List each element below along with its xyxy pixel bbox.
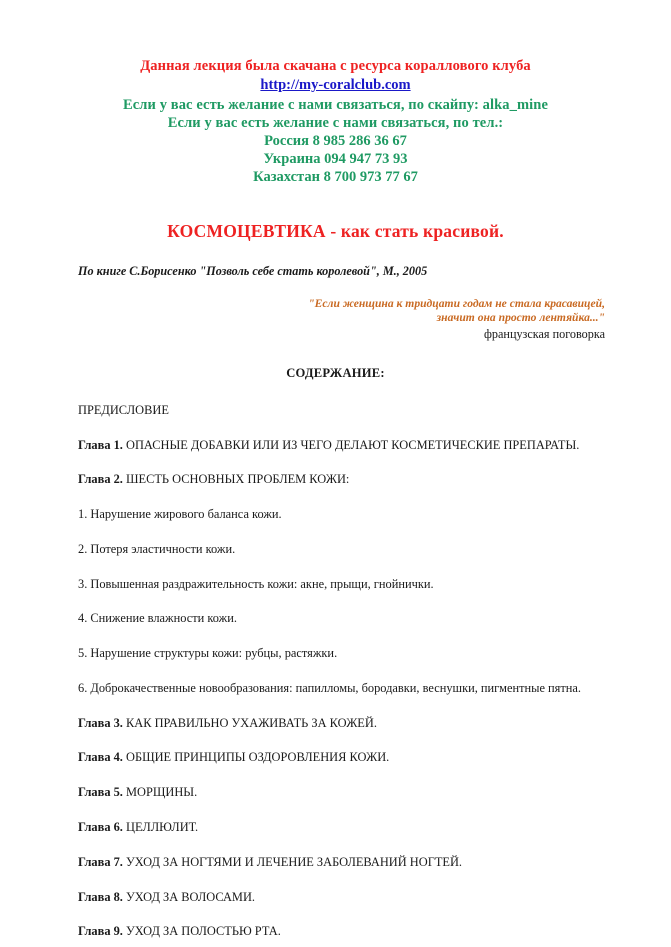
toc-list-item[interactable] bbox=[78, 611, 671, 625]
promo-skype-line: Если у вас есть желание с нами связаться, по скайпу: alka_mine bbox=[122, 96, 548, 113]
toc-list-item[interactable] bbox=[78, 403, 671, 417]
promo-phone-intro: Если у вас есть желание с нами связаться, по тел.: bbox=[167, 115, 504, 132]
toc-item-text: 2. Потеря эластичности кожи. bbox=[78, 541, 236, 556]
toc-chapter-item[interactable] bbox=[78, 750, 671, 764]
epigraph-block bbox=[0, 297, 605, 343]
toc-item-text: 6. Доброкачественные новообразования: папилломы, бородавки, веснушки, пигментные пятна. bbox=[78, 680, 582, 695]
toc-chapter-label: Глава 4. bbox=[78, 750, 123, 765]
toc-chapter-label: Глава 1. bbox=[78, 437, 123, 452]
promo-phone-kazakhstan: Казахстан 8 700 973 77 67 bbox=[253, 169, 418, 186]
toc-item-text: ОПАСНЫЕ ДОБАВКИ ИЛИ ИЗ ЧЕГО ДЕЛАЮТ КОСМЕТИЧЕСКИЕ ПРЕПАРАТЫ. bbox=[122, 437, 580, 452]
toc-item-text: ШЕСТЬ ОСНОВНЫХ ПРОБЛЕМ КОЖИ: bbox=[122, 472, 350, 487]
toc-item-text: ПРЕДИСЛОВИЕ bbox=[78, 402, 169, 417]
toc-list-item[interactable] bbox=[78, 577, 671, 591]
toc-item-text: 4. Снижение влажности кожи. bbox=[78, 611, 237, 626]
promo-phone-ukraine: Украина 094 947 73 93 bbox=[263, 151, 408, 168]
toc-chapter-label: Глава 2. bbox=[78, 472, 123, 487]
toc-item-text: ЦЕЛЛЮЛИТ. bbox=[122, 819, 199, 834]
table-of-contents bbox=[0, 381, 671, 939]
toc-item-text: УХОД ЗА НОГТЯМИ И ЛЕЧЕНИЕ ЗАБОЛЕВАНИЙ НОГТЕЙ. bbox=[122, 854, 463, 869]
toc-chapter-item[interactable] bbox=[78, 785, 671, 799]
toc-item-text: УХОД ЗА ПОЛОСТЬЮ РТА. bbox=[122, 924, 281, 939]
toc-item-text: УХОД ЗА ВОЛОСАМИ. bbox=[122, 889, 256, 904]
toc-chapter-label: Глава 5. bbox=[78, 785, 123, 800]
toc-list-item[interactable] bbox=[78, 646, 671, 660]
toc-item-text: ОБЩИЕ ПРИНЦИПЫ ОЗДОРОВЛЕНИЯ КОЖИ. bbox=[122, 750, 390, 765]
toc-chapter-item[interactable] bbox=[78, 855, 671, 869]
promo-headline: Данная лекция была скачана с ресурса кораллового клуба bbox=[140, 58, 531, 74]
toc-chapter-label: Глава 8. bbox=[78, 889, 123, 904]
coral-club-url-link[interactable]: http://my-coralclub.com bbox=[260, 77, 411, 94]
toc-chapter-label: Глава 6. bbox=[78, 819, 123, 834]
epigraph-line-2: значит она просто лентяйка..." bbox=[436, 311, 605, 325]
book-byline: По книге С.Борисенко "Позволь себе стать королевой", М., 2005 bbox=[78, 263, 428, 278]
promo-link-row bbox=[0, 76, 671, 95]
toc-chapter-item[interactable] bbox=[78, 890, 671, 904]
toc-chapter-item[interactable] bbox=[78, 716, 671, 730]
page-title: КОСМОЦЕВТИКА - как стать красивой. bbox=[167, 220, 504, 241]
toc-chapter-label: Глава 3. bbox=[78, 715, 123, 730]
toc-item-text: 5. Нарушение структуры кожи: рубцы, растяжки. bbox=[78, 646, 338, 661]
toc-list-item[interactable] bbox=[78, 681, 671, 695]
toc-list-item[interactable] bbox=[78, 542, 671, 556]
toc-list-item[interactable] bbox=[78, 507, 671, 521]
promo-phone-russia: Россия 8 985 286 36 67 bbox=[264, 133, 407, 150]
toc-item-text: МОРЩИНЫ. bbox=[122, 785, 198, 800]
toc-chapter-item[interactable] bbox=[78, 924, 671, 938]
toc-chapter-item[interactable] bbox=[78, 820, 671, 834]
toc-chapter-item[interactable] bbox=[78, 472, 671, 486]
epigraph-attribution: французская поговорка bbox=[484, 327, 605, 342]
toc-item-text: КАК ПРАВИЛЬНО УХАЖИВАТЬ ЗА КОЖЕЙ. bbox=[122, 715, 377, 730]
toc-chapter-item[interactable] bbox=[78, 438, 671, 452]
toc-item-text: 3. Повышенная раздражительность кожи: акне, прыщи, гнойнички. bbox=[78, 576, 434, 591]
toc-chapter-label: Глава 9. bbox=[78, 924, 123, 939]
epigraph-line-1: "Если женщина к тридцати годам не стала красавицей, bbox=[308, 296, 605, 310]
toc-item-text: 1. Нарушение жирового баланса кожи. bbox=[78, 507, 282, 522]
toc-chapter-label: Глава 7. bbox=[78, 854, 123, 869]
contents-heading: СОДЕРЖАНИЕ: bbox=[286, 365, 385, 380]
promo-header bbox=[0, 0, 671, 187]
